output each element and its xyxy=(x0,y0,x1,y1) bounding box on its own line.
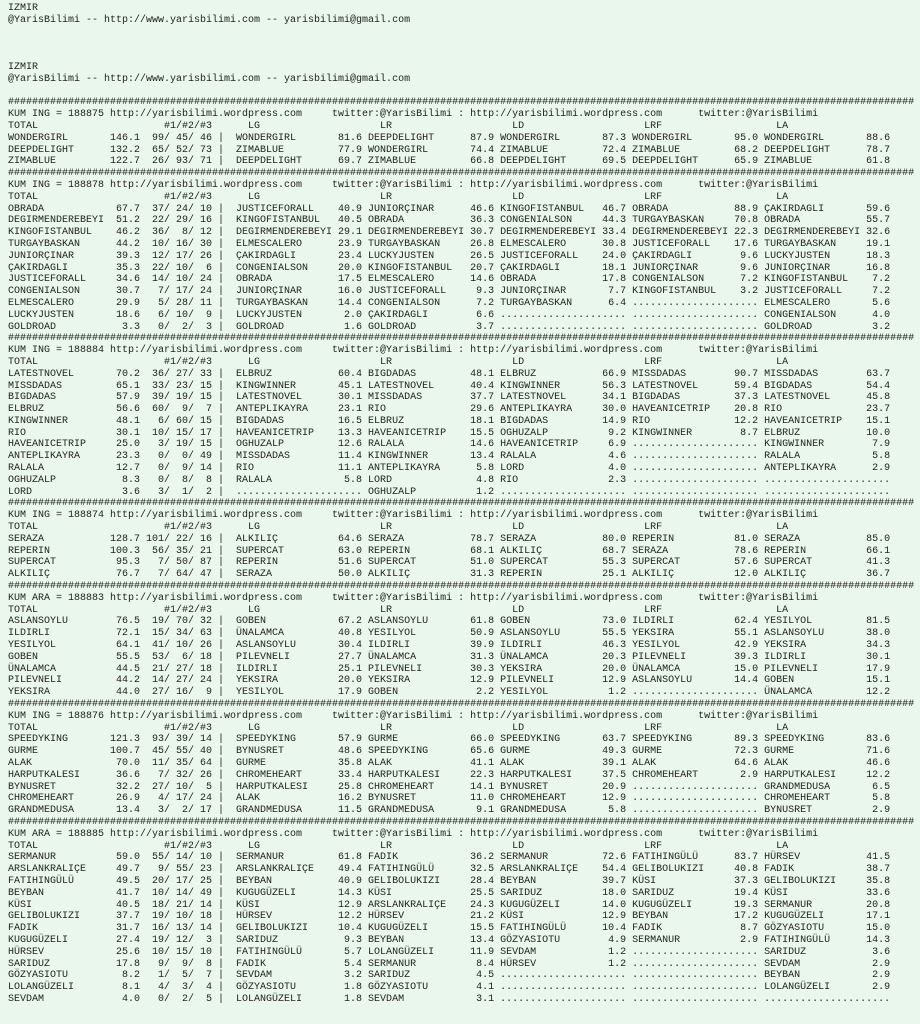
byline: @YarisBilimi -- http://www.yarisbilimi.com -- yarisbilimi@gmail.com xyxy=(8,73,411,85)
race-section xyxy=(8,333,920,498)
stats-row: ELBRUZ 56.6 60/ 9/ 7 | ANTEPLIKAYRA 23.1 RIO 29.6 ANTEPLIKAYRA 30.0 HAVEANICETRIP 20.8 RIO 23.7 xyxy=(8,404,897,416)
race-header: KUM ING = 188874 http://yarisbilimi.wordpress.com twitter:@YarisBilimi : http://yarisbilimi.wordpress.com twitter:@YarisBilimi xyxy=(8,510,819,522)
stats-row: BEYBAN 41.7 10/ 14/ 49 | KUGUGÜZELI 14.3 KÜSI 25.5 SARIDUZ 18.0 SARIDUZ 19.4 KÜSI 33.6 xyxy=(8,887,897,899)
stats-row: PILEVNELI 44.2 14/ 27/ 24 | YEKSIRA 20.0 YEKSIRA 12.9 PILEVNELI 12.9 ASLANSOYLU 14.4 GOBEN 15.1 xyxy=(8,675,897,687)
section-separator: ####################################################################################################################################################### xyxy=(8,699,915,711)
race-section xyxy=(8,699,920,817)
stats-row: GURME 100.7 45/ 55/ 40 | BYNUSRET 48.6 SPEEDYKING 65.6 GURME 49.3 GURME 72.3 GURME 71.6 xyxy=(8,746,897,758)
column-header-row: TOTAL #1/#2/#3 LG LR LD LRF LA xyxy=(8,120,897,132)
race-section xyxy=(8,817,920,1006)
race-header: KUM ARA = 188883 http://yarisbilimi.wordpress.com twitter:@YarisBilimi : http://yarisbilimi.wordpress.com twitter:@YarisBilimi xyxy=(8,592,819,604)
stats-row: SARIDUZ 17.8 9/ 9/ 8 | FADIK 5.4 SERMANUR 8.4 HÜRSEV 1.2 ..................... SEVDAM 2.9 xyxy=(8,958,897,970)
stats-row: HARPUTKALESI 36.6 7/ 32/ 26 | CHROMEHEART 33.4 HARPUTKALESI 22.3 HARPUTKALESI 37.5 CHROMEHEART 2.9 HARPUTKALESI 12.2 xyxy=(8,769,897,781)
column-header-row: TOTAL #1/#2/#3 LG LR LD LRF LA xyxy=(8,840,897,852)
stats-row: ÇAKIRDAGLI 35.3 22/ 10/ 6 | CONGENIALSON 20.0 KINGOFISTANBUL 20.7 ÇAKIRDAGLI 18.1 JUNIORÇINAR 9.6 JUNIORÇINAR 16.8 xyxy=(8,262,897,274)
stats-row: DEGIRMENDEREBEYI 51.2 22/ 29/ 16 | KINGOFISTANBUL 40.5 OBRADA 36.3 CONGENIALSON 44.3 TURGAYBASKAN 70.8 OBRADA 55.7 xyxy=(8,215,897,227)
stats-row: REPERIN 100.3 56/ 35/ 21 | SUPERCAT 63.0 REPERIN 68.1 ALKILIÇ 68.7 SERAZA 78.6 REPERIN 66.1 xyxy=(8,545,897,557)
race-section xyxy=(8,498,920,581)
stats-row: ALAK 70.0 11/ 35/ 64 | GURME 35.8 ALAK 41.1 ALAK 39.1 ALAK 64.6 ALAK 46.6 xyxy=(8,758,897,769)
stats-row: KINGOFISTANBUL 46.2 36/ 8/ 12 | DEGIRMENDEREBEYI 29.1 DEGIRMENDEREBEYI 30.7 DEGIRMENDEREBEYI 33.4 DEGIRMENDEREBEYI 22.3 DEGIRMENDEREBEYI 32.6 xyxy=(8,227,897,239)
stats-row: WONDERGIRL 146.1 99/ 45/ 46 | WONDERGIRL 81.6 DEEPDELIGHT 87.9 WONDERGIRL 87.3 WONDERGIRL 95.0 WONDERGIRL 88.6 xyxy=(8,132,897,144)
stats-row: ASLANSOYLU 76.5 19/ 70/ 32 | GOBEN 67.2 ASLANSOYLU 61.8 GOBEN 73.0 ILDIRLI 62.4 YESILYOL 81.5 xyxy=(8,616,897,628)
section-separator: ####################################################################################################################################################### xyxy=(8,581,915,593)
race-section xyxy=(8,97,920,168)
column-header-row: TOTAL #1/#2/#3 LG LR LD LRF LA xyxy=(8,356,897,368)
race-header: KUM ING = 188876 http://yarisbilimi.wordpress.com twitter:@YarisBilimi : http://yarisbilimi.wordpress.com twitter:@YarisBilimi xyxy=(8,710,819,722)
race-section xyxy=(8,581,920,699)
race-header: KUM ARA = 188885 http://yarisbilimi.wordpress.com twitter:@YarisBilimi : http://yarisbilimi.wordpress.com twitter:@YarisBilimi xyxy=(8,828,819,840)
stats-row: FADIK 31.7 16/ 13/ 14 | GELIBOLUKIZI 10.4 KUGUGÜZELI 15.5 FATIHINGÜLÜ 10.4 FADIK 8.7 GÖZYASIOTU 15.0 xyxy=(8,923,897,935)
report-body xyxy=(8,97,920,1005)
stats-row: ÜNALAMCA 44.5 21/ 27/ 18 | ILDIRLI 25.1 PILEVNELI 30.3 YEKSIRA 20.0 ÜNALAMCA 15.0 PILEVNELI 17.9 xyxy=(8,663,897,675)
stats-row: YESILYOL 64.1 41/ 10/ 26 | ASLANSOYLU 30.4 ILDIRLI 39.9 ILDIRLI 46.3 YESILYOL 42.9 YEKSIRA 34.3 xyxy=(8,640,897,652)
stats-row: RIO 30.1 10/ 15/ 17 | HAVEANICETRIP 13.3 HAVEANICETRIP 15.5 OGHUZALP 9.2 KINGWINNER 8.7 ELBRUZ 10.0 xyxy=(8,427,897,439)
section-separator: ####################################################################################################################################################### xyxy=(8,816,915,828)
stats-row: BYNUSRET 32.2 27/ 10/ 5 | HARPUTKALESI 25.8 CHROMEHEART 14.1 BYNUSRET 20.9 ..................... GRANDMEDUSA 6.5 xyxy=(8,781,897,793)
byline: @YarisBilimi -- http://www.yarisbilimi.com -- yarisbilimi@gmail.com xyxy=(8,14,411,26)
stats-row: BIGDADAS 57.9 39/ 19/ 15 | LATESTNOVEL 30.1 MISSDADAS 37.7 LATESTNOVEL 34.1 BIGDADAS 37.3 LATESTNOVEL 45.8 xyxy=(8,392,897,404)
section-separator: ####################################################################################################################################################### xyxy=(8,333,915,345)
stats-row: SUPERCAT 95.3 7/ 50/ 87 | REPERIN 51.6 SUPERCAT 51.0 SUPERCAT 55.3 SUPERCAT 57.6 SUPERCAT 41.3 xyxy=(8,557,897,569)
stats-row: KÜSI 40.5 18/ 21/ 14 | KÜSI 12.9 ARSLANKRALIÇE 24.3 KUGUGÜZELI 14.0 KUGUGÜZELI 19.3 SERMANUR 20.8 xyxy=(8,899,897,911)
masthead-repeat xyxy=(8,62,920,86)
stats-row: KUGUGÜZELI 27.4 19/ 12/ 3 | SARIDUZ 9.3 BEYBAN 13.4 GÖZYASIOTU 4.9 SERMANUR 2.9 FATIHINGÜLÜ 14.3 xyxy=(8,934,897,946)
stats-row: ARSLANKRALIÇE 49.7 9/ 55/ 23 | ARSLANKRALIÇE 49.4 FATIHINGÜLÜ 32.5 ARSLANKRALIÇE 54.4 GELIBOLUKIZI 40.8 FADIK 38.7 xyxy=(8,864,897,876)
section-separator: ####################################################################################################################################################### xyxy=(8,97,915,109)
stats-row: LATESTNOVEL 70.2 36/ 27/ 33 | ELBRUZ 60.4 BIGDADAS 48.1 ELBRUZ 66.9 MISSDADAS 90.7 MISSDADAS 63.7 xyxy=(8,368,897,380)
stats-row: RALALA 12.7 0/ 9/ 14 | RIO 11.1 ANTEPLIKAYRA 5.8 LORD 4.0 ..................... ANTEPLIKAYRA 2.9 xyxy=(8,463,897,475)
stats-row: GOLDROAD 3.3 0/ 2/ 3 | GOLDROAD 1.6 GOLDROAD 3.7 ..................... ..................... GOLDROAD 3.2 xyxy=(8,321,897,333)
stats-row: HAVEANICETRIP 25.0 3/ 19/ 15 | OGHUZALP 12.6 RALALA 14.6 HAVEANICETRIP 6.9 ..................... KINGWINNER 7.9 xyxy=(8,439,897,451)
stats-row: MISSDADAS 65.1 33/ 23/ 15 | KINGWINNER 45.1 LATESTNOVEL 40.4 KINGWINNER 56.3 LATESTNOVEL 59.4 BIGDADAS 54.4 xyxy=(8,380,897,392)
spacer xyxy=(8,27,920,62)
stats-row: ILDIRLI 72.1 15/ 34/ 63 | ÜNALAMCA 40.8 YESILYOL 50.9 ASLANSOYLU 55.5 YEKSIRA 55.1 ASLANSOYLU 38.0 xyxy=(8,628,897,640)
stats-row: SEVDAM 4.0 0/ 2/ 5 | LOLANGÜZELI 1.8 SEVDAM 3.1 ..................... ..................... ..................... xyxy=(8,993,897,1005)
stats-row: OBRADA 67.7 37/ 24/ 10 | JUSTICEFORALL 40.9 JUNIORÇINAR 46.6 KINGOFISTANBUL 46.7 OBRADA 88.9 ÇAKIRDAGLI 59.6 xyxy=(8,203,897,215)
stats-row: LUCKYJUSTEN 18.6 6/ 10/ 9 | LUCKYJUSTEN 2.0 ÇAKIRDAGLI 6.6 ..................... ..................... CONGENIALSON 4.0 xyxy=(8,309,897,321)
stats-row: CONGENIALSON 30.7 7/ 17/ 24 | JUNIORÇINAR 16.0 JUSTICEFORALL 9.3 JUNIORÇINAR 7.7 KINGOFISTANBUL 3.2 JUSTICEFORALL 7.2 xyxy=(8,286,897,298)
location-line: IZMIR xyxy=(8,61,39,73)
stats-row: GÖZYASIOTU 8.2 1/ 5/ 7 | SEVDAM 3.2 SARIDUZ 4.5 ..................... ..................... BEYBAN 2.9 xyxy=(8,970,897,982)
masthead xyxy=(8,3,920,27)
stats-row: FATIHINGÜLÜ 49.5 20/ 17/ 25 | BEYBAN 40.9 GELIBOLUKIZI 28.4 BEYBAN 39.7 KÜSI 37.3 GELIBOLUKIZI 35.8 xyxy=(8,875,897,887)
stats-row: LOLANGÜZELI 8.1 4/ 3/ 4 | GÖZYASIOTU 1.8 GÖZYASIOTU 4.1 ..................... ..................... LOLANGÜZELI 2.9 xyxy=(8,982,897,994)
section-separator: ####################################################################################################################################################### xyxy=(8,498,915,510)
column-header-row: TOTAL #1/#2/#3 LG LR LD LRF LA xyxy=(8,522,897,534)
stats-row: JUSTICEFORALL 34.6 14/ 10/ 24 | OBRADA 17.5 ELMESCALERO 14.6 OBRADA 17.8 CONGENIALSON 7.2 KINGOFISTANBUL 7.2 xyxy=(8,274,897,286)
stats-row: HÜRSEV 25.6 10/ 15/ 10 | FATIHINGÜLÜ 5.7 LOLANGÜZELI 11.9 SEVDAM 1.2 ..................... SARIDUZ 3.6 xyxy=(8,946,897,958)
stats-row: SERMANUR 59.0 55/ 14/ 10 | SERMANUR 61.8 FADIK 36.2 SERMANUR 72.6 FATIHINGÜLÜ 83.7 HÜRSEV 41.5 xyxy=(8,852,897,864)
stats-row: YEKSIRA 44.0 27/ 16/ 9 | YESILYOL 17.9 GOBEN 2.2 YESILYOL 1.2 ..................... ÜNALAMCA 12.2 xyxy=(8,687,897,699)
location-line: IZMIR xyxy=(8,3,39,14)
stats-row: LORD 3.6 3/ 1/ 2 | ..................... OGHUZALP 1.2 ..................... ..................... ..................... xyxy=(8,486,897,498)
race-section xyxy=(8,168,920,333)
stats-row: OGHUZALP 8.3 0/ 8/ 8 | RALALA 5.8 LORD 4.8 RIO 2.3 ..................... ..................... xyxy=(8,474,897,486)
stats-row: KINGWINNER 48.1 6/ 60/ 15 | BIGDADAS 16.5 ELBRUZ 18.1 BIGDADAS 14.9 RIO 12.2 HAVEANICETRIP 15.1 xyxy=(8,415,897,427)
stats-row: ANTEPLIKAYRA 23.3 0/ 0/ 49 | MISSDADAS 11.4 KINGWINNER 13.4 RALALA 4.6 ..................... RALALA 5.8 xyxy=(8,451,897,463)
stats-row: SERAZA 128.7 101/ 22/ 16 | ALKILIÇ 64.6 SERAZA 78.7 SERAZA 80.0 REPERIN 81.0 SERAZA 85.0 xyxy=(8,533,897,545)
stats-row: CHROMEHEART 26.9 4/ 17/ 24 | ALAK 16.2 BYNUSRET 11.0 CHROMEHEART 12.9 ..................... CHROMEHEART 5.8 xyxy=(8,793,897,805)
column-header-row: TOTAL #1/#2/#3 LG LR LD LRF LA xyxy=(8,191,897,203)
stats-row: GOBEN 55.5 53/ 6/ 18 | PILEVNELI 27.7 ÜNALAMCA 31.3 ÜNALAMCA 20.3 PILEVNELI 39.3 ILDIRLI 30.1 xyxy=(8,651,897,663)
stats-row: SPEEDYKING 121.3 93/ 39/ 14 | SPEEDYKING 57.9 GURME 66.0 SPEEDYKING 63.7 SPEEDYKING 89.3 SPEEDYKING 83.6 xyxy=(8,734,897,746)
race-header: KUM ING = 188878 http://yarisbilimi.wordpress.com twitter:@YarisBilimi : http://yarisbilimi.wordpress.com twitter:@YarisBilimi xyxy=(8,179,819,191)
column-header-row: TOTAL #1/#2/#3 LG LR LD LRF LA xyxy=(8,722,897,734)
stats-row: GRANDMEDUSA 13.4 3/ 2/ 17 | GRANDMEDUSA 11.5 GRANDMEDUSA 9.1 GRANDMEDUSA 5.8 ..................... BYNUSRET 2.9 xyxy=(8,805,897,817)
section-separator: ####################################################################################################################################################### xyxy=(8,168,915,180)
spacer xyxy=(8,86,920,98)
stats-row: ELMESCALERO 29.9 5/ 28/ 11 | TURGAYBASKAN 14.4 CONGENIALSON 7.2 TURGAYBASKAN 6.4 ..................... ELMESCALERO 5.6 xyxy=(8,297,897,309)
stats-row: GELIBOLUKIZI 37.7 19/ 10/ 18 | HÜRSEV 12.2 HÜRSEV 21.2 KÜSI 12.9 BEYBAN 17.2 KUGUGÜZELI 17.1 xyxy=(8,911,897,923)
column-header-row: TOTAL #1/#2/#3 LG LR LD LRF LA xyxy=(8,604,897,616)
stats-row: ALKILIÇ 76.7 7/ 64/ 47 | SERAZA 50.0 ALKILIÇ 31.3 REPERIN 25.1 ALKILIÇ 12.0 ALKILIÇ 36.7 xyxy=(8,569,897,581)
race-header: KUM ING = 188875 http://yarisbilimi.wordpress.com twitter:@YarisBilimi : http://yarisbilimi.wordpress.com twitter:@YarisBilimi xyxy=(8,109,819,121)
stats-row: DEEPDELIGHT 132.2 65/ 52/ 73 | ZIMABLUE 77.9 WONDERGIRL 74.4 ZIMABLUE 72.4 ZIMABLUE 68.2 DEEPDELIGHT 78.7 xyxy=(8,144,897,156)
stats-row: JUNIORÇINAR 39.3 12/ 17/ 26 | ÇAKIRDAGLI 23.4 LUCKYJUSTEN 26.5 JUSTICEFORALL 24.0 ÇAKIRDAGLI 9.6 LUCKYJUSTEN 18.3 xyxy=(8,250,897,262)
stats-row: TURGAYBASKAN 44.2 10/ 16/ 30 | ELMESCALERO 23.9 TURGAYBASKAN 26.8 ELMESCALERO 30.8 JUSTICEFORALL 17.6 TURGAYBASKAN 19.1 xyxy=(8,238,897,250)
stats-row: ZIMABLUE 122.7 26/ 93/ 71 | DEEPDELIGHT 69.7 ZIMABLUE 66.8 DEEPDELIGHT 69.5 DEEPDELIGHT 65.9 ZIMABLUE 61.8 xyxy=(8,156,897,168)
race-header: KUM ING = 188884 http://yarisbilimi.wordpress.com twitter:@YarisBilimi : http://yarisbilimi.wordpress.com twitter:@YarisBilimi xyxy=(8,345,819,357)
